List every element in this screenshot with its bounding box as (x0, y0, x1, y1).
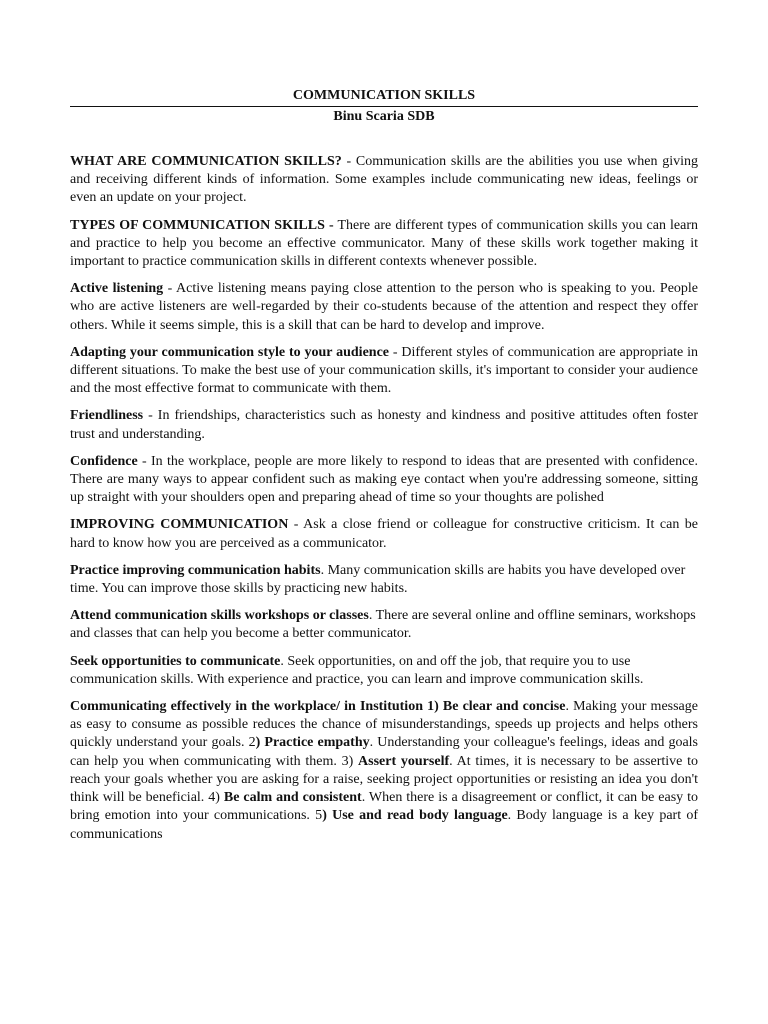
paragraph-what-are-communication-skills (70, 153, 698, 208)
paragraph-text: - Active listening means paying close attention to the person who is speaking to you. People who are active listeners are well-regarded by their co-students because of the attention and respect they offer others. While it seems simple, this is a skill that can be hard to develop and improve. (70, 281, 699, 333)
paragraph-heading: IMPROVING COMMUNICATION (70, 517, 289, 533)
paragraph-text: There are different types of communication skills you can learn and practice to help you become an effective communicator. Many of these skills work together making it important to practice communication skills in different contexts whenever possible. (70, 217, 699, 270)
paragraph-text: . Seek opportunities, on and off the job, that require you to use communication skills. With experience and practice, you can learn and improve communication skills. (70, 653, 644, 687)
paragraph-text: - In the workplace, people are more likely to respond to ideas that are presented with confidence. There are many ways to appear confident such as making eye contact when you're addressing someone, sitting up straight with your shoulders open and preparing ahead of time so your thoughts are polished (70, 453, 698, 506)
paragraph-text: - Communication skills are the abilities you use when giving and receiving different kinds of information. Some examples include communicating new ideas, feelings or even an update on your project. (70, 154, 698, 206)
paragraph-friendliness (70, 407, 698, 443)
paragraph-confidence (70, 453, 698, 508)
paragraph-types-of-communication-skills (70, 217, 698, 272)
paragraph-text: - Different styles of communication are appropriate in different situations. To make the best use of your communication skills, it's important to consider your audience and the most effective format to communicate with them. (70, 344, 698, 397)
paragraph-heading: Seek opportunities to communicate (70, 653, 281, 669)
paragraph-heading: Practice improving communication habits (70, 562, 321, 578)
paragraph-heading: TYPES OF COMMUNICATION SKILLS - (70, 217, 334, 233)
paragraph-active-listening (70, 280, 698, 335)
paragraph-heading: Active listening (70, 281, 164, 297)
paragraph-text: - Ask a close friend or colleague for constructive criticism. It can be hard to know how you are perceived as a communicator. (70, 517, 698, 551)
paragraph-text: . There are several online and offline seminars, workshops and classes that can help you become a better communicator. (70, 608, 696, 642)
paragraph-text: . Understanding your colleague's feelings, ideas and goals can help you when communicating with them. 3) (70, 735, 699, 769)
inline-heading-body-language: ) Use and read body language (322, 808, 508, 824)
paragraph-heading: Friendliness (70, 408, 144, 424)
inline-heading-be-calm: Be calm and consistent (223, 790, 362, 806)
paragraph-text: - In friendships, characteristics such as honesty and kindness and positive attitudes often foster trust and understanding. (70, 408, 698, 442)
inline-heading-assert-yourself: Assert yourself (358, 753, 450, 769)
paragraph-text: . Body language is a key part of communications (70, 808, 699, 842)
paragraph-text: . Making your message as easy to consume as possible reduces the chance of misunderstandings, speeds up projects and helps others quickly understand your goals. 2 (70, 699, 698, 751)
inline-heading-practice-empathy: ) Practice empathy (255, 735, 370, 751)
paragraph-text: . At times, it is necessary to be assertive to reach your goals whether you are asking for a raise, seeking project opportunities or resisting an idea you don't think will be beneficial. 4) (70, 753, 699, 806)
paragraph-heading: Attend communication skills workshops or classes (70, 608, 369, 624)
paragraph-seek-opportunities (70, 653, 698, 689)
document-page (70, 87, 698, 853)
paragraph-adapting-style (70, 344, 698, 399)
document-author: Binu Scaria SDB (333, 109, 435, 124)
paragraph-text: . When there is a disagreement or conflict, it can be easy to bring emotion into your communications. 5 (70, 790, 699, 824)
paragraph-communicating-in-workplace (70, 698, 698, 844)
paragraph-heading: Communicating effectively in the workplace/ in Institution 1) Be clear and concise (70, 699, 566, 715)
paragraph-attend-workshops (70, 607, 698, 643)
paragraph-heading: Adapting your communication style to your audience (70, 344, 390, 360)
paragraph-practice-habits (70, 562, 698, 598)
paragraph-heading: WHAT ARE COMMUNICATION SKILLS? (70, 154, 342, 169)
paragraph-text: . Many communication skills are habits you have developed over time. You can improve those skills by practicing new habits. (70, 562, 686, 597)
paragraph-heading: Confidence (70, 453, 138, 469)
paragraph-improving-communication (70, 516, 698, 552)
document-body (70, 153, 698, 844)
document-title: COMMUNICATION SKILLS (70, 87, 698, 107)
